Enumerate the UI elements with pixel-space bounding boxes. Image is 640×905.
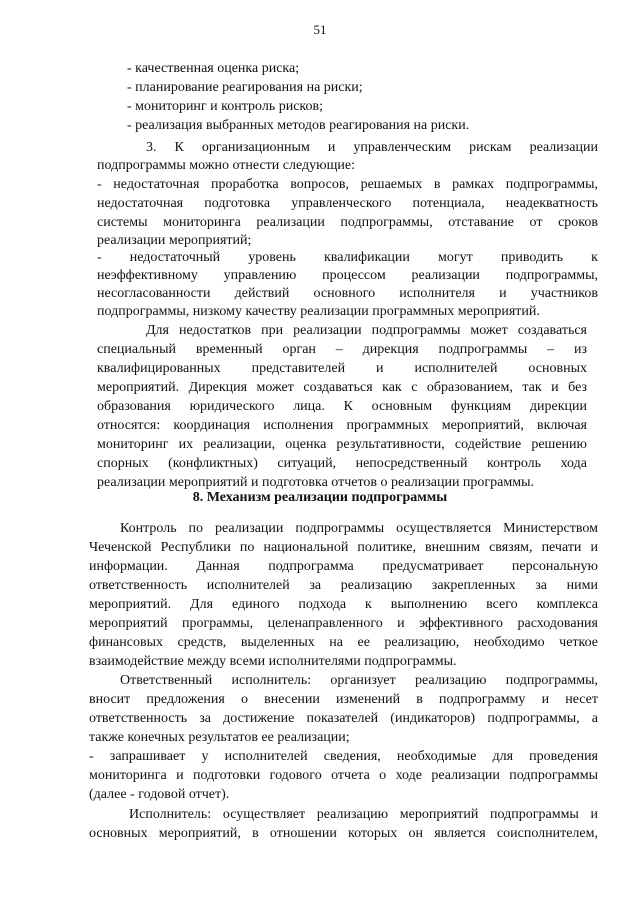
paragraph-line: мониторинг их реализации, оценка результативности, содействие решению (97, 437, 587, 452)
paragraph-line: информации. Данная подпрограмма предусматривает персональную (89, 559, 598, 574)
paragraph-line: системы мониторинга реализации подпрограммы, отставание от сроков (97, 215, 598, 230)
paragraph-line: финансовых средств, выделенных на ее реализацию, необходимо четкое (89, 635, 598, 650)
paragraph-line: взаимодействие между всеми исполнителями подпрограммы. (89, 654, 457, 669)
list-item: - реализация выбранных методов реагирования на риски. (127, 118, 470, 133)
paragraph-line: 3. К организационным и управленческим рискам реализации (146, 140, 598, 155)
paragraph-line: мониторинга и подготовки годового отчета о ходе реализации подпрограммы (89, 768, 598, 783)
paragraph-line: ответственность за достижение показателей (индикаторов) подпрограммы, а (89, 711, 598, 726)
paragraph-line: реализации мероприятий и подготовка отчетов о реализации программы. (97, 475, 535, 490)
list-item: - качественная оценка риска; (127, 61, 300, 76)
paragraph-line: Для недостатков при реализации подпрограммы может создаваться (146, 323, 587, 338)
paragraph-line: - недостаточная проработка вопросов, решаемых в рамках подпрограммы, (97, 177, 598, 192)
paragraph-line: мероприятий программы, целенаправленного и эффективного расходования (89, 616, 598, 631)
paragraph-line: недостаточная подготовка управленческого потенциала, неадекватность (97, 196, 598, 211)
paragraph-line: относятся: координация исполнения программных мероприятий, включая (97, 418, 587, 433)
paragraph-line: - недостаточный уровень квалификации могут приводить к (97, 250, 598, 265)
paragraph-line: несогласованности действий основного исполнителя и участников (97, 286, 598, 301)
paragraph-line: Контроль по реализации подпрограммы осуществляется Министерством (120, 521, 598, 536)
list-item: - планирование реагирования на риски; (127, 80, 363, 95)
paragraph-line: неэффективному управлению процессом реализации подпрограммы, (97, 268, 598, 283)
paragraph-line: спорных (конфликтных) ситуаций, непосредственный контроль хода (97, 456, 587, 471)
paragraph-line: также конечных результатов ее реализации; (89, 730, 350, 745)
paragraph-line: специальный временный орган – дирекция подпрограммы – из (97, 342, 587, 357)
list-item: - мониторинг и контроль рисков; (127, 99, 324, 114)
paragraph-line: квалифицированных представителей и исполнителей основных (97, 361, 587, 376)
paragraph-line: основных мероприятий, в отношении которых он является соисполнителем, (89, 826, 598, 841)
paragraph-line: Чеченской Республики по национальной политике, внешним связям, печати и (89, 540, 598, 555)
paragraph-line: образования юридического лица. К основным функциям дирекции (97, 399, 587, 414)
paragraph-line: Исполнитель: осуществляет реализацию мероприятий подпрограммы и (129, 807, 598, 822)
paragraph-line: вносит предложения о внесении изменений в подпрограмму и несет (89, 692, 598, 707)
paragraph-line: - запрашивает у исполнителей сведения, необходимые для проведения (89, 749, 598, 764)
page-number: 51 (313, 22, 327, 37)
paragraph-line: подпрограммы можно отнести следующие: (97, 158, 355, 173)
paragraph-line: Ответственный исполнитель: организует реализацию подпрограммы, (120, 673, 598, 688)
paragraph-line: мероприятий. Дирекция может создаваться как с образованием, так и без (97, 380, 587, 395)
paragraph-line: подпрограммы, низкому качеству реализации программных мероприятий. (97, 304, 540, 319)
paragraph-line: ответственность исполнителей за реализацию закрепленных за ними (89, 578, 598, 593)
section-heading: 8. Механизм реализации подпрограммы (192, 490, 448, 505)
paragraph-line: мероприятий. Для единого подхода к выполнению всего комплекса (89, 597, 598, 612)
paragraph-line: реализации мероприятий; (97, 233, 252, 248)
paragraph-line: (далее - годовой отчет). (89, 787, 230, 802)
